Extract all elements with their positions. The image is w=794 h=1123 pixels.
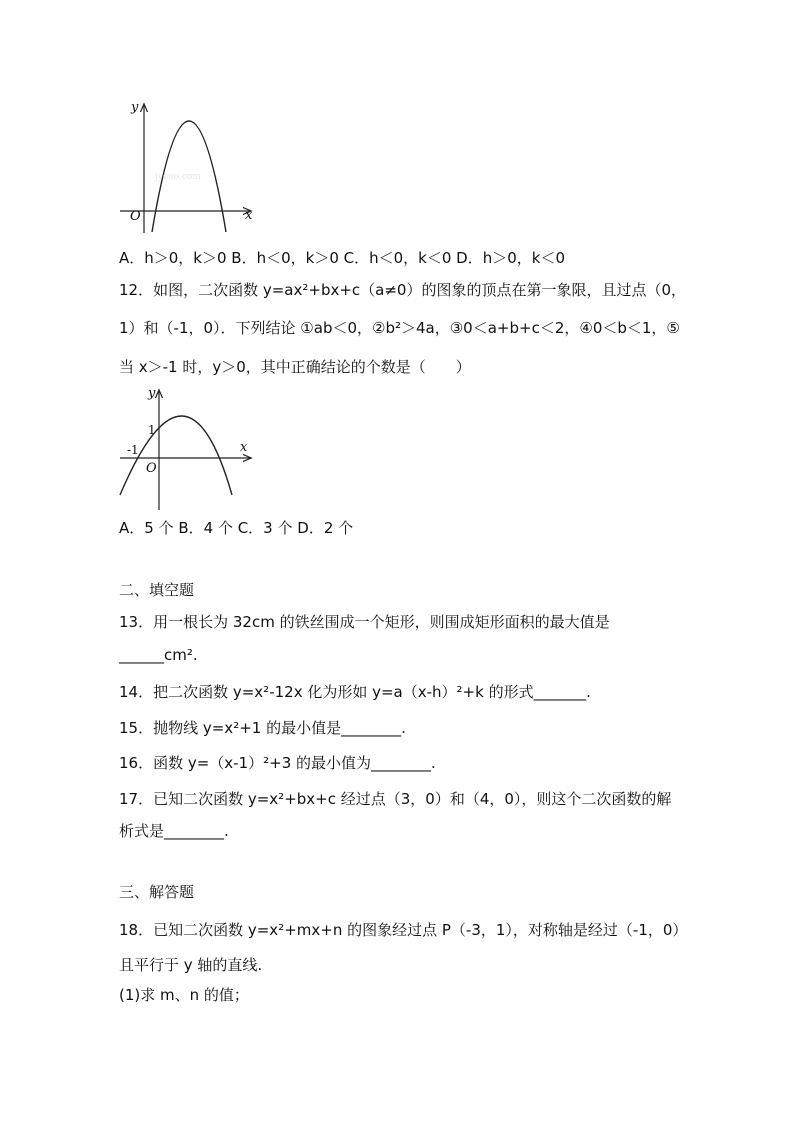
q14-text: 14．把二次函数 y=x²-12x 化为形如 y=a（x-h）²+k 的形式_______.: [119, 683, 591, 701]
q18-sub1: (1)求 m、n 的值；: [119, 986, 249, 1004]
q17-line1: 17．已知二次函数 y=x²+bx+c 经过点（3，0）和（4，0），则这个二次函数的解: [119, 790, 672, 808]
q12-y-tick-1: 1: [148, 423, 156, 437]
q18-line1: 18．已知二次函数 y=x²+mx+n 的图象经过点 P（-3，1），对称轴是经过（-1，0）: [119, 921, 688, 939]
q12-origin-label: O: [146, 461, 157, 476]
section-fill-in-title: 二、填空题: [119, 581, 195, 599]
q11-watermark: jyeoo.com: [155, 172, 201, 182]
q17-line2: 析式是________.: [119, 822, 229, 840]
q12-options: A．5 个 B．4 个 C．3 个 D．2 个: [119, 519, 354, 537]
q12-x-tick-neg1: -1: [127, 443, 139, 457]
q11-x-label: x: [245, 208, 253, 223]
q12-y-label: y: [148, 386, 156, 401]
q11-parabola-figure: [115, 95, 260, 235]
section-answer-title: 三、解答题: [119, 883, 195, 901]
q12-x-label: x: [240, 440, 248, 455]
q11-origin-label: O: [130, 209, 141, 224]
q11-y-label: y: [131, 100, 139, 115]
q13-line1: 13．用一根长为 32cm 的铁丝围成一个矩形，则围成矩形面积的最大值是: [119, 613, 610, 631]
q12-stem-line2: 1）和（-1，0）．下列结论 ①ab＜0，②b²＞4a，③0＜a+b+c＜2，④0＜b＜1，⑤: [119, 319, 680, 337]
q12-stem-line1: 12．如图，二次函数 y=ax²+bx+c（a≠0）的图象的顶点在第一象限，且过点（0，: [119, 281, 687, 299]
q15-text: 15．抛物线 y=x²+1 的最小值是________.: [119, 719, 406, 737]
q12-stem-line3: 当 x＞-1 时，y＞0，其中正确结论的个数是（ ）: [119, 358, 471, 376]
q12-parabola-figure: [115, 385, 255, 515]
q13-line2: ______cm².: [119, 646, 198, 664]
q18-line2: 且平行于 y 轴的直线.: [119, 956, 263, 974]
q16-text: 16．函数 y=（x-1）²+3 的最小值为________.: [119, 754, 436, 772]
q11-options: A．h＞0，k＞0 B．h＜0，k＞0 C．h＜0，k＜0 D．h＞0，k＜0: [119, 249, 566, 267]
